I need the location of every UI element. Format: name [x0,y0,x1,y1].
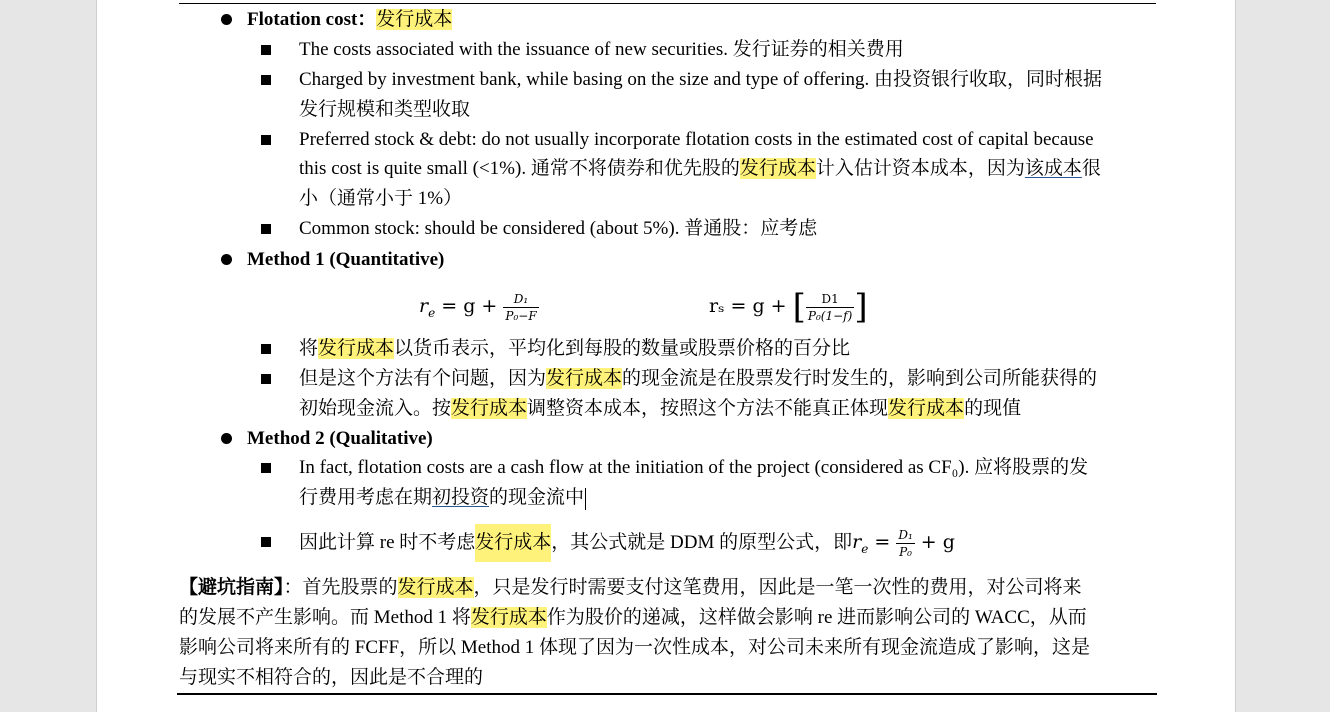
bullet-square [261,344,271,354]
top-rule [179,3,1156,4]
flotation-bullet-3-line-3: 小（通常小于 1%） [299,188,463,209]
bullet-square [261,135,271,145]
bullet-square [261,224,271,234]
method1-bullet-2-line-2: 初始现金流入。按发行成本调整资本成本，按照这个方法不能真正体现发行成本的现值 [299,398,1022,419]
underlined-text: 初投资 [432,487,490,508]
method2-bullet-1-line-1: In fact, flotation costs are a cash flow at the initiation of the project (considered as CF₀). 应将股票的发 [299,457,1089,478]
guide-line-4: 与现实不相符合的，因此是不合理的 [179,667,484,688]
flotation-bullet-2-line-1: Charged by investment bank, while basing on the size and type of offering. 由投资银行收取，同时根据 [299,69,1102,90]
method1-bullet-1: 将发行成本以货币表示，平均化到每股的数量或股票价格的百分比 [299,338,851,359]
bullet-dot [221,254,232,265]
bullet-dot [221,14,232,25]
bullet-square [261,45,271,55]
highlight: 发行成本 [739,158,816,179]
bullet-square [261,463,271,473]
flotation-bullet-1: The costs associated with the issuance of new securities. 发行证券的相关费用 [299,39,904,60]
method1-heading: Method 1 (Quantitative) [247,249,445,270]
method2-heading: Method 2 (Qualitative) [247,428,433,449]
bullet-dot [221,433,232,444]
method1-formula-2: rₛ = g + [ $\frac{D1}{\text{P₀(1−f)}}$ ] [709,287,868,327]
bullet-square [261,537,271,547]
text-cursor [585,488,586,510]
flotation-bullet-3-line-2: this cost is quite small (<1%). 通常不将债券和优先股的发行成本计入估计资本成本，因为该成本很 [299,158,1101,179]
method2-bullet-1-line-2[interactable]: 行费用考虑在期初投资的现金流中 [299,487,585,508]
guide-line-1: 【避坑指南】：首先股票的发行成本，只是发行时需要支付这笔费用，因此是一笔一次性的费用，对公司将来 [179,577,1082,598]
bullet-square [261,374,271,384]
method1-formula-1: $r_e = g$ + $\frac{\text{D₁}}{\text{P₀−F}}$ [419,291,537,323]
flotation-bullet-3-line-1: Preferred stock & debt: do not usually incorporate flotation costs in the estimated cost of capital because [299,129,1094,150]
bullet-square [261,75,271,85]
document-page[interactable] [96,0,1236,712]
flotation-heading: Flotation cost：发行成本 [247,9,453,30]
method2-bullet-2: 因此计算 re 时不考虑发行成本，其公式就是 DDM 的原型公式，即$r_e$ = $\frac{\text{D₁}}{\text{P₀}}$ + g [299,522,955,562]
guide-line-3: 影响公司将来所有的 FCFF，所以 Method 1 体现了因为一次性成本，对公司未来所有现金流造成了影响，这是 [179,637,1090,658]
method1-bullet-2-line-1: 但是这个方法有个问题，因为发行成本的现金流是在股票发行时发生的，影响到公司所能获得的 [299,368,1098,389]
guide-line-2: 的发展不产生影响。而 Method 1 将发行成本作为股价的递减，这样做会影响 re 进而影响公司的 WACC，从而 [179,607,1087,628]
underlined-text: 该成本 [1024,158,1082,179]
flotation-bullet-2-line-2: 发行规模和类型收取 [299,99,471,120]
flotation-bullet-4: Common stock: should be considered (about 5%). 普通股：应考虑 [299,218,818,239]
bottom-rule [177,693,1157,695]
